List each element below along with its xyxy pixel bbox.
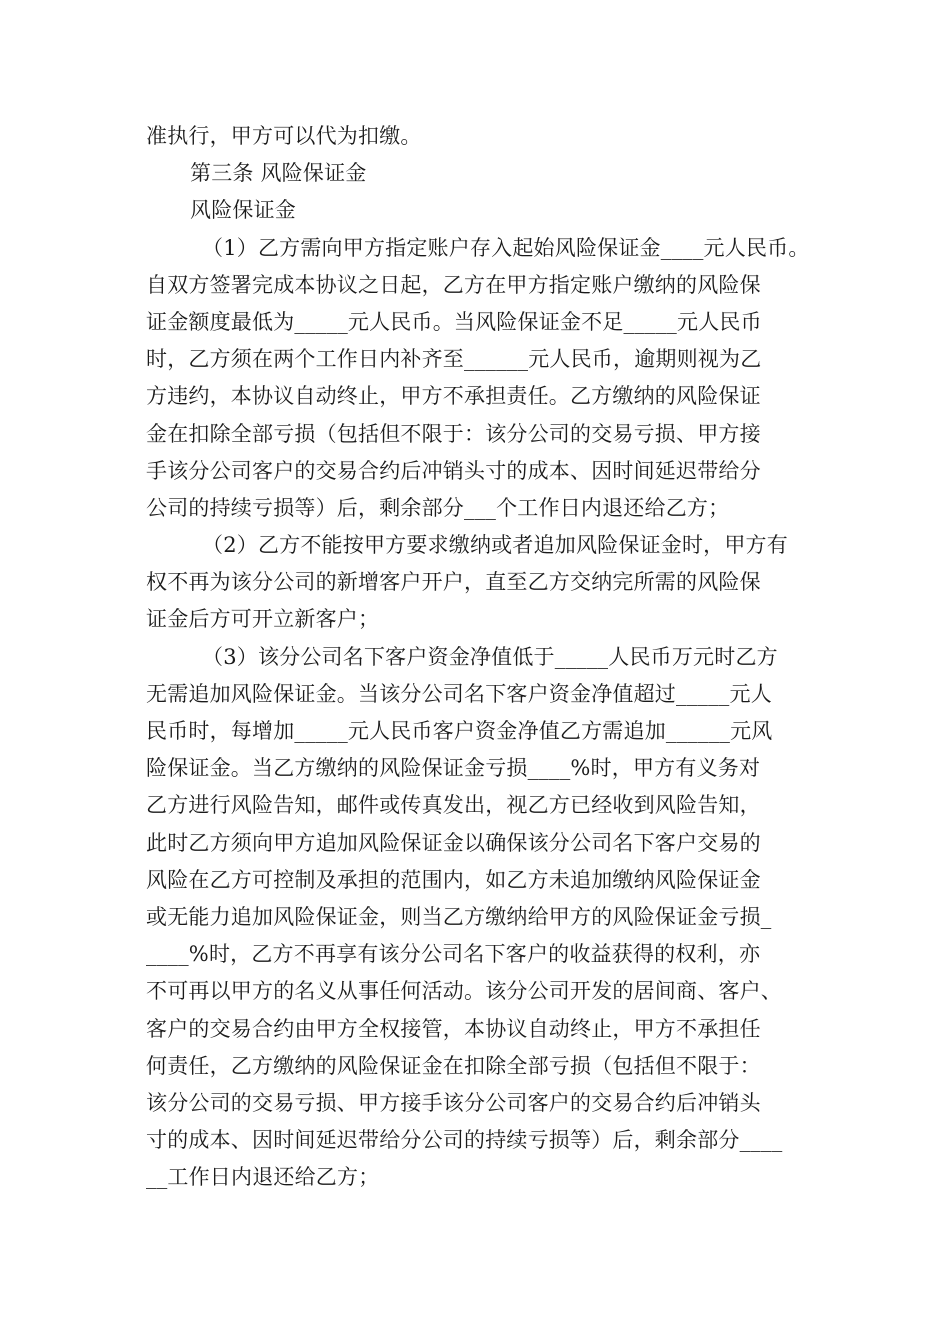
clause-1-line: 金在扣除全部亏损（包括但不限于：该分公司的交易亏损、甲方接 <box>146 421 761 446</box>
clause-3-line: 该分公司的交易亏损、甲方接手该分公司客户的交易合约后冲销头 <box>146 1090 761 1115</box>
clause-1-line: 证金额度最低为_____元人民币。当风险保证金不足_____元人民币 <box>146 309 762 334</box>
clause-3-line: 险保证金。当乙方缴纳的风险保证金亏损____%时，甲方有义务对 <box>146 756 761 781</box>
clause-1-line: 手该分公司客户的交易合约后冲销头寸的成本、因时间延迟带给分 <box>146 458 761 483</box>
clause-1-line: 方违约，本协议自动终止，甲方不承担责任。乙方缴纳的风险保证 <box>146 384 761 409</box>
clause-3-line: 无需追加风险保证金。当该分公司名下客户资金净值超过_____元人 <box>146 681 772 706</box>
clause-3-line: __工作日内退还给乙方； <box>146 1165 380 1190</box>
clause-3-line: 民币时，每增加_____元人民币客户资金净值乙方需追加______元风 <box>146 719 773 743</box>
clause-2-line: 证金后方可开立新客户； <box>146 607 380 632</box>
clause-3-line: 或无能力追加风险保证金，则当乙方缴纳给甲方的风险保证金亏损_ <box>146 904 772 929</box>
clause-3-line: 寸的成本、因时间延迟带给分公司的持续亏损等）后，剩余部分____ <box>146 1128 783 1153</box>
document-page <box>146 118 814 1196</box>
section-heading: 风险保证金 <box>190 198 296 223</box>
clause-3-line: ____%时，乙方不再享有该分公司名下客户的收益获得的权利，亦 <box>146 942 761 967</box>
clause-3-line: 不可再以甲方的名义从事任何活动。该分公司开发的居间商、客户、 <box>146 979 782 1004</box>
clause-2-line: （2）乙方不能按甲方要求缴纳或者追加风险保证金时，甲方有 <box>202 533 788 558</box>
clause-1-line: 自双方签署完成本协议之日起，乙方在甲方指定账户缴纳的风险保 <box>146 272 761 297</box>
clause-3-line: 何责任，乙方缴纳的风险保证金在扣除全部亏损（包括但不限于： <box>146 1053 761 1078</box>
text-line: 准执行，甲方可以代为扣缴。 <box>146 124 422 148</box>
clause-1-line: 公司的持续亏损等）后，剩余部分___个工作日内退还给乙方； <box>146 495 730 520</box>
clause-1-line: 时，乙方须在两个工作日内补齐至______元人民币，逾期则视为乙 <box>146 347 762 372</box>
clause-3-line: 此时乙方须向甲方追加风险保证金以确保该分公司名下客户交易的 <box>146 830 761 855</box>
clause-3-line: 客户的交易合约由甲方全权接管，本协议自动终止，甲方不承担任 <box>146 1016 761 1041</box>
clause-2-line: 权不再为该分公司的新增客户开户，直至乙方交纳完所需的风险保 <box>146 570 761 595</box>
clause-1-line: （1）乙方需向甲方指定账户存入起始风险保证金____元人民币。 <box>202 235 810 260</box>
clause-3-line: 风险在乙方可控制及承担的范围内，如乙方未追加缴纳风险保证金 <box>146 867 761 892</box>
clause-3-line: （3）该分公司名下客户资金净值低于_____人民币万元时乙方 <box>202 644 778 669</box>
clause-3-line: 乙方进行风险告知，邮件或传真发出，视乙方已经收到风险告知， <box>146 793 761 818</box>
article-heading: 第三条 风险保证金 <box>190 161 367 186</box>
